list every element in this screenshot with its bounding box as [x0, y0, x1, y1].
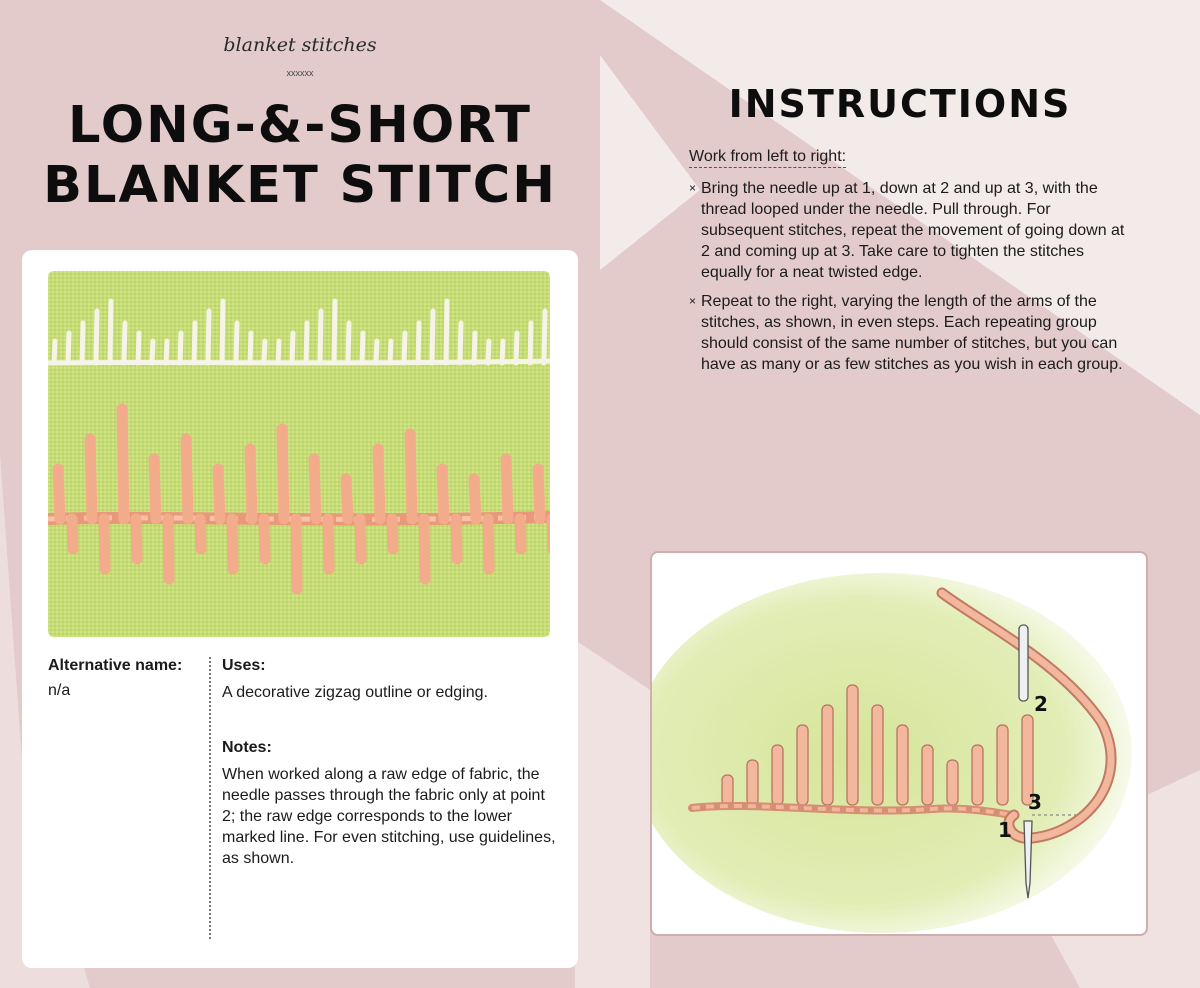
white-stitch-arm [96, 311, 97, 363]
diagram-stitch-arm [897, 725, 908, 805]
peach-stitch-arm-up [538, 469, 540, 519]
peach-stitch-arm-up [90, 439, 92, 519]
white-stitch-arm [418, 323, 419, 363]
stitch-diagram-illustration [652, 553, 1146, 934]
diagram-stitch-arm [972, 745, 983, 805]
diagram-label-2: 2 [1034, 692, 1048, 716]
section-eyebrow: blanket stitches [223, 34, 377, 56]
peach-stitch-arm-up [250, 449, 252, 519]
notes-label: Notes: [222, 739, 272, 756]
peach-stitch-arm-down [200, 519, 201, 549]
peach-stitch-arm-up [410, 434, 412, 519]
peach-stitch-arm-down [456, 519, 457, 559]
alternative-name-value: n/a [48, 682, 71, 699]
page-title [40, 96, 560, 216]
instructions-intro: Work from left to right: [689, 148, 846, 168]
cross-bullet-icon: × [689, 181, 697, 195]
diagram-stitch-arm [947, 760, 958, 805]
peach-stitch-arm-down [328, 519, 329, 569]
diagram-stitch-arm [997, 725, 1008, 805]
diagram-label-1: 1 [998, 818, 1012, 842]
diagram-stitch-arm [922, 745, 933, 805]
white-stitch-arm [306, 323, 307, 363]
alternative-name-label: Alternative name: [48, 657, 183, 674]
white-stitch-arm [250, 333, 251, 363]
instruction-step [689, 178, 1129, 283]
cross-bullet-icon: × [689, 294, 697, 308]
white-stitch-arm [334, 301, 335, 363]
white-stitch-arm [278, 341, 279, 363]
peach-stitch-arm-up [186, 439, 188, 519]
white-stitch-arm [54, 341, 55, 363]
white-stitch-arm [320, 311, 321, 363]
white-stitch-arm [530, 323, 531, 363]
peach-stitch-arm-down [72, 519, 73, 549]
white-stitch-arm [404, 333, 405, 363]
diagram-stitch-arm [747, 760, 758, 805]
peach-stitch-arm-down [424, 519, 425, 579]
peach-stitch-arm-up [474, 479, 476, 519]
white-stitch-arm [502, 341, 503, 363]
white-stitch-arm [488, 341, 489, 363]
instruction-step-text: Repeat to the right, varying the length of the arms of the stitches, as shown, in even steps. Each repeating group should consist of the same number of stitches, but you can have as many or as few stitches as you wish in each group. [701, 293, 1123, 373]
peach-stitch-arm-up [378, 449, 380, 519]
peach-stitch-arm-down [488, 519, 489, 569]
uses-label: Uses: [222, 657, 266, 674]
white-stitch-arm [446, 301, 447, 363]
peach-stitch-arm-down [360, 519, 361, 559]
peach-stitch-arm-down [392, 519, 393, 549]
diagram-label-3: 3 [1028, 790, 1042, 814]
white-stitch-arm [544, 311, 545, 363]
diagram-stitch-arm [822, 705, 833, 805]
white-stitch-arm [222, 301, 223, 363]
white-stitch-arm [194, 323, 195, 363]
peach-stitch-arm-down [232, 519, 233, 569]
white-stitch-arm [152, 341, 153, 363]
white-stitch-arm [166, 341, 167, 363]
peach-stitch-arm-up [154, 459, 156, 519]
stitch-photo-image [48, 271, 550, 637]
peach-stitch-arm-up [442, 469, 444, 519]
diagram-stitch-arm [872, 705, 883, 805]
peach-stitch-arm-down [520, 519, 521, 549]
peach-stitch-arm-down [264, 519, 265, 559]
peach-stitch-arm-down [296, 519, 297, 589]
white-stitch-arm [516, 333, 517, 363]
white-stitch-arm [348, 323, 349, 363]
white-stitch-arm [432, 311, 433, 363]
peach-stitch-arm-up [58, 469, 60, 519]
white-stitch-arm [292, 333, 293, 363]
white-stitch-arm [362, 333, 363, 363]
white-stitch-arm [110, 301, 111, 363]
peach-stitch-arm-down [104, 519, 105, 569]
peach-stitch-arm-up [346, 479, 348, 519]
title-line-2: BLANKET STITCH [43, 156, 557, 215]
diagram-stitch-arm [797, 725, 808, 805]
white-stitch-arm [138, 333, 139, 363]
peach-stitch-arm-up [122, 409, 124, 519]
white-stitch-arm [68, 333, 69, 363]
white-stitch-arm [82, 323, 83, 363]
peach-stitch-arm-up [314, 459, 316, 519]
white-stitch-arm [376, 341, 377, 363]
notes-value: When worked along a raw edge of fabric, the needle passes through the fabric only at point 2; the raw edge corresponds to the lower marked line. For even stitching, use guidelines, as shown. [222, 766, 556, 867]
stitch-diagram [650, 551, 1148, 936]
title-line-1: LONG-&-SHORT [68, 96, 532, 155]
uses-value: A decorative zigzag outline or edging. [222, 684, 488, 701]
diagram-needle-top [1019, 625, 1028, 701]
diagram-stitch-arm [847, 685, 858, 805]
peach-stitch-arm-up [506, 459, 508, 519]
white-stitch-arm [236, 323, 237, 363]
white-stitch-arm [474, 333, 475, 363]
ornament-divider: xxxxxx [286, 68, 314, 78]
instructions-title: INSTRUCTIONS [728, 82, 1072, 126]
white-stitch-arm [264, 341, 265, 363]
instructions-list [689, 178, 1129, 383]
diagram-stitch-arm [722, 775, 733, 805]
white-stitch-arm [460, 323, 461, 363]
peach-stitch-arm-up [218, 469, 220, 519]
stitch-sample-photo [48, 271, 550, 637]
instruction-step [689, 291, 1129, 375]
white-stitch-arm [180, 333, 181, 363]
peach-stitch-arm-down [136, 519, 137, 559]
peach-stitch-arm-up [282, 429, 284, 519]
white-stitch-arm [390, 341, 391, 363]
white-stitch-arm [124, 323, 125, 363]
peach-stitch-arm-down [168, 519, 169, 579]
instruction-step-text: Bring the needle up at 1, down at 2 and up at 3, with the thread looped under the needle. Pull through. For subsequent stitches, repeat the movement of going down at 2 and coming up at 3. Take care to tighten the stitches equally for a neat twisted edge. [701, 180, 1125, 281]
white-stitch-arm [208, 311, 209, 363]
diagram-stitch-arm [772, 745, 783, 805]
column-divider [209, 657, 211, 939]
